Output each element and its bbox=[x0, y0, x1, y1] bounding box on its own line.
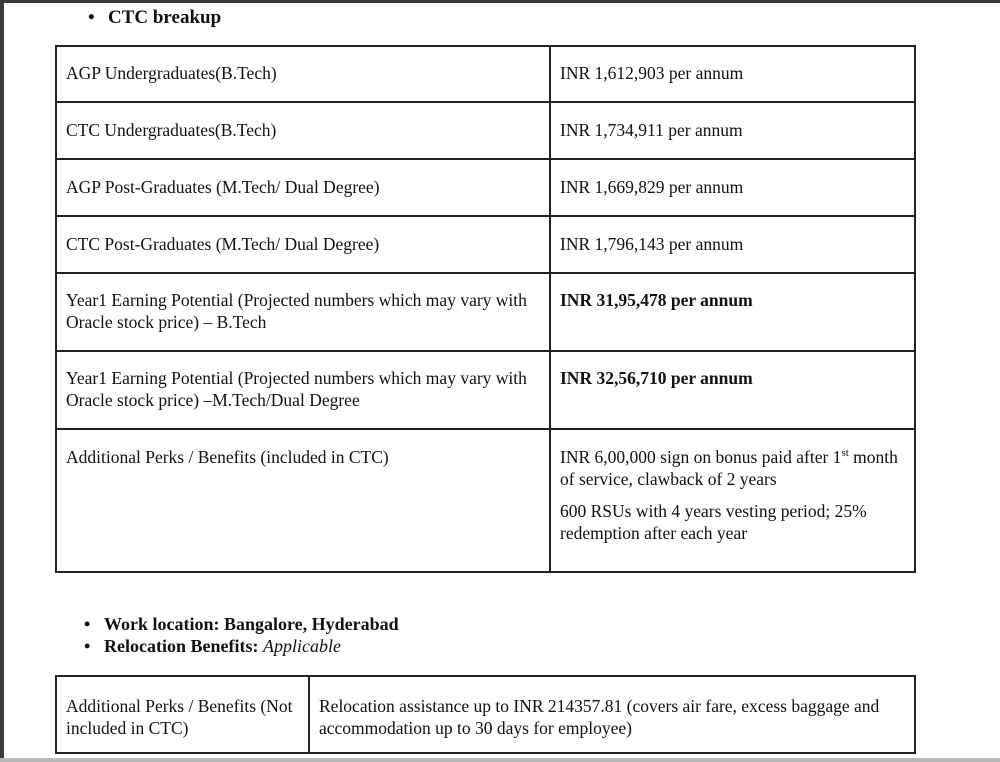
relocation-perks-table bbox=[55, 675, 916, 754]
row-value: Relocation assistance up to INR 214357.81 (covers air fare, excess baggage and accommodation up to 30 days for employee) bbox=[309, 676, 915, 753]
row-label: CTC Post-Graduates (M.Tech/ Dual Degree) bbox=[56, 216, 550, 273]
sign-on-bonus-text: INR 6,00,000 sign on bonus paid after 1st month of service, clawback of 2 years bbox=[560, 447, 898, 489]
row-value: INR 1,734,911 per annum bbox=[550, 102, 915, 159]
row-value: INR 32,56,710 per annum bbox=[550, 351, 915, 429]
row-value: INR 1,669,829 per annum bbox=[550, 159, 915, 216]
document-page bbox=[4, 3, 1000, 758]
list-item-relocation-benefits bbox=[84, 635, 399, 657]
ctc-breakup-table bbox=[55, 45, 916, 573]
bullet-icon: • bbox=[84, 614, 91, 634]
bullet-icon: • bbox=[84, 636, 91, 656]
row-value: INR 1,796,143 per annum bbox=[550, 216, 915, 273]
table-row bbox=[56, 351, 915, 429]
table-row bbox=[56, 429, 915, 572]
list-key: Relocation Benefits: bbox=[104, 636, 263, 656]
section-heading-ctc-breakup bbox=[88, 7, 221, 29]
row-label: Additional Perks / Benefits (included in CTC) bbox=[56, 429, 550, 572]
row-label: AGP Post-Graduates (M.Tech/ Dual Degree) bbox=[56, 159, 550, 216]
table-row bbox=[56, 159, 915, 216]
list-item-work-location bbox=[84, 613, 399, 635]
list-value: Applicable bbox=[262, 636, 341, 656]
job-details-list bbox=[84, 613, 399, 657]
table-row bbox=[56, 102, 915, 159]
list-key: Work location: bbox=[104, 614, 224, 634]
table-row bbox=[56, 216, 915, 273]
page-bottom-edge bbox=[0, 758, 1000, 762]
row-label: Year1 Earning Potential (Projected numbers which may vary with Oracle stock price) –M.Tech/Dual Degree bbox=[56, 351, 550, 429]
row-value: INR 1,612,903 per annum bbox=[550, 46, 915, 102]
row-label: AGP Undergraduates(B.Tech) bbox=[56, 46, 550, 102]
rsu-text: 600 RSUs with 4 years vesting period; 25% redemption after each year bbox=[560, 501, 867, 543]
row-label: Additional Perks / Benefits (Not included in CTC) bbox=[56, 676, 309, 753]
table-row bbox=[56, 273, 915, 351]
section-title: CTC breakup bbox=[108, 7, 222, 28]
row-label: Year1 Earning Potential (Projected numbers which may vary with Oracle stock price) – B.Tech bbox=[56, 273, 550, 351]
list-value: Bangalore, Hyderabad bbox=[224, 614, 399, 634]
perks-cell bbox=[550, 429, 915, 572]
table-row bbox=[56, 676, 915, 753]
bullet-icon: • bbox=[88, 7, 95, 28]
table-row bbox=[56, 46, 915, 102]
row-value: INR 31,95,478 per annum bbox=[550, 273, 915, 351]
row-label: CTC Undergraduates(B.Tech) bbox=[56, 102, 550, 159]
